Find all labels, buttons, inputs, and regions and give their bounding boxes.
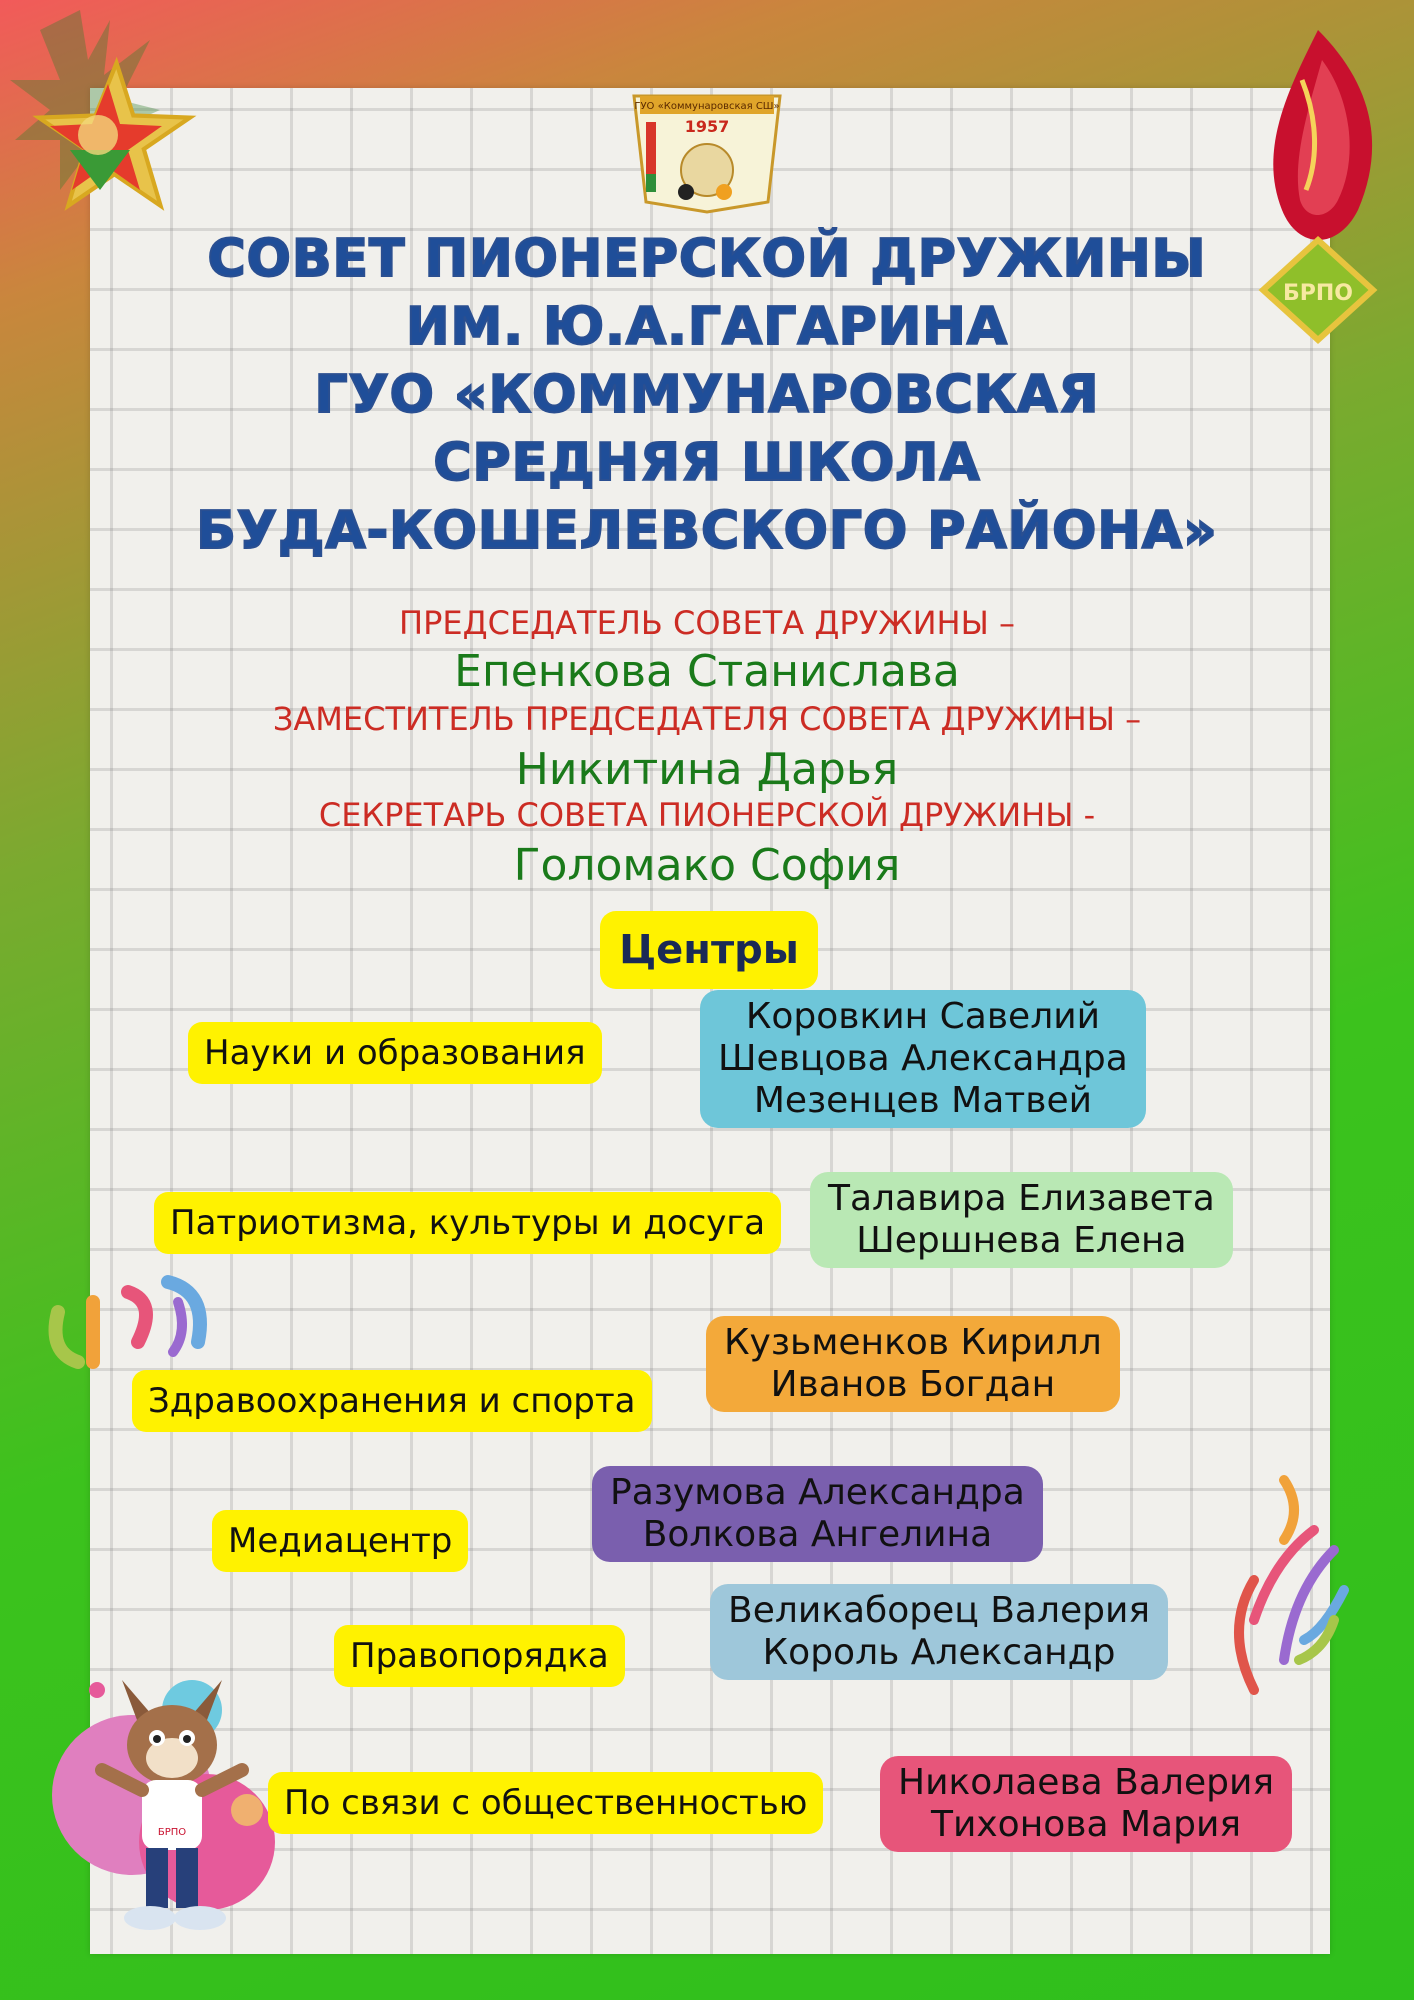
member-name: Мезенцев Матвей bbox=[753, 1080, 1093, 1121]
title-line-2: ИМ. Ю.А.ГАГАРИНА bbox=[405, 297, 1009, 357]
vice-chair-name: Никитина Дарья bbox=[515, 744, 899, 795]
center-category-public-relations: По связи с общественностью bbox=[268, 1772, 823, 1834]
title-line-4: СРЕДНЯЯ ШКОЛА bbox=[433, 433, 981, 493]
centers-heading: Центры bbox=[600, 911, 818, 989]
center-members-law bbox=[710, 1584, 1168, 1680]
brpo-badge-text: БРПО bbox=[1282, 281, 1354, 306]
title-line-5: БУДА-КОШЕЛЕВСКОГО РАЙОНА» bbox=[196, 501, 1218, 561]
member-name: Разумова Александра bbox=[610, 1472, 1025, 1513]
center-category-law: Правопорядка bbox=[334, 1625, 625, 1687]
center-members-health bbox=[706, 1316, 1120, 1412]
member-name: Великаборец Валерия bbox=[728, 1590, 1151, 1631]
member-name: Король Александр bbox=[762, 1632, 1116, 1673]
emblem-label: ГУО «Коммунаровская СШ» bbox=[634, 101, 780, 112]
chair-role: ПРЕДСЕДАТЕЛЬ СОВЕТА ДРУЖИНЫ – bbox=[399, 604, 1015, 642]
member-name: Иванов Богдан bbox=[770, 1364, 1056, 1405]
brpo-flame-icon bbox=[1248, 20, 1388, 350]
chair-name: Епенкова Станислава bbox=[454, 646, 960, 697]
center-members-patriotism bbox=[810, 1172, 1233, 1268]
center-category-media: Медиацентр bbox=[212, 1510, 468, 1572]
center-category-health: Здравоохранения и спорта bbox=[132, 1370, 652, 1432]
lynx-mascot-icon bbox=[42, 1660, 282, 1940]
pioneer-star-icon bbox=[0, 0, 230, 250]
center-members-public-relations bbox=[880, 1756, 1292, 1852]
title-line-3: ГУО «КОММУНАРОВСКАЯ bbox=[314, 365, 1100, 425]
center-category-patriotism: Патриотизма, культуры и досуга bbox=[154, 1192, 781, 1254]
secretary-role: СЕКРЕТАРЬ СОВЕТА ПИОНЕРСКОЙ ДРУЖИНЫ - bbox=[318, 796, 1096, 834]
member-name: Кузьменков Кирилл bbox=[724, 1322, 1102, 1363]
emblem-year: 1957 bbox=[684, 117, 730, 136]
member-name: Тихонова Мария bbox=[930, 1804, 1242, 1845]
member-name: Шершнева Елена bbox=[856, 1220, 1187, 1261]
school-emblem-icon bbox=[628, 92, 786, 214]
member-name: Коровкин Савелий bbox=[745, 996, 1100, 1037]
member-name: Николаева Валерия bbox=[898, 1762, 1274, 1803]
secretary-name: Голомако София bbox=[513, 840, 901, 891]
title-line-1: СОВЕТ ПИОНЕРСКОЙ ДРУЖИНЫ bbox=[207, 229, 1207, 289]
vice-chair-role: ЗАМЕСТИТЕЛЬ ПРЕДСЕДАТЕЛЯ СОВЕТА ДРУЖИНЫ – bbox=[272, 700, 1142, 738]
flame-swirl-icon bbox=[1214, 1470, 1364, 1710]
center-members-science bbox=[700, 990, 1146, 1128]
member-name: Талавира Елизавета bbox=[828, 1178, 1215, 1219]
center-category-science: Науки и образования bbox=[188, 1022, 602, 1084]
center-members-media bbox=[592, 1466, 1043, 1562]
member-name: Шевцова Александра bbox=[718, 1038, 1128, 1079]
page-title bbox=[150, 225, 1264, 565]
mascot-shirt-text: БРПО bbox=[157, 1827, 187, 1838]
member-name: Волкова Ангелина bbox=[642, 1514, 993, 1555]
